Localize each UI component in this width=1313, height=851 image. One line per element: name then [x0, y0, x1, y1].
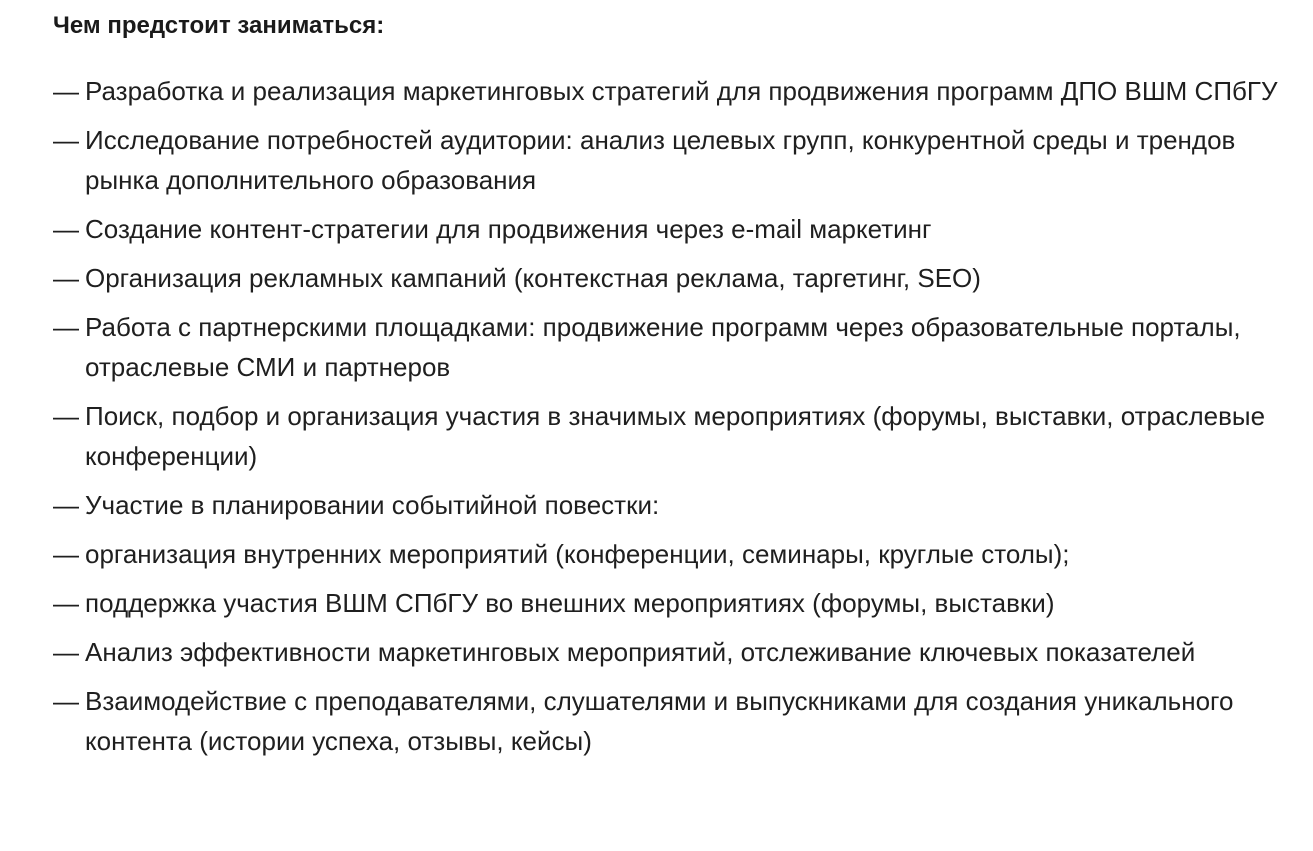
- duties-list: [53, 71, 1283, 761]
- list-item: [53, 209, 1283, 249]
- dash-bullet: —: [53, 76, 79, 106]
- list-item-text: Организация рекламных кампаний (контекстная реклама, таргетинг, SEO): [85, 263, 981, 293]
- list-item-text: поддержка участия ВШМ СПбГУ во внешних мероприятиях (форумы, выставки): [85, 588, 1055, 618]
- list-item: [53, 258, 1283, 298]
- dash-bullet: —: [53, 686, 79, 716]
- dash-bullet: —: [53, 312, 79, 342]
- dash-bullet: —: [53, 637, 79, 667]
- list-item-text: организация внутренних мероприятий (конференции, семинары, круглые столы);: [85, 539, 1070, 569]
- list-item-text: Анализ эффективности маркетинговых мероприятий, отслеживание ключевых показателей: [85, 637, 1196, 667]
- section-heading: Чем предстоит заниматься:: [53, 12, 385, 39]
- list-item-text: Работа с партнерскими площадками: продвижение программ через образовательные порталы, отраслевые СМИ и партнеров: [85, 312, 1241, 382]
- dash-bullet: —: [53, 214, 79, 244]
- list-item: [53, 632, 1283, 672]
- list-item-text: Взаимодействие с преподавателями, слушателями и выпускниками для создания уникального контента (истории успеха, отзывы, кейсы): [85, 686, 1234, 756]
- dash-bullet: —: [53, 125, 79, 155]
- job-duties-section: [53, 6, 1283, 770]
- list-item-text: Разработка и реализация маркетинговых стратегий для продвижения программ ДПО ВШМ СПбГУ: [85, 76, 1278, 106]
- list-item: [53, 71, 1283, 111]
- dash-bullet: —: [53, 490, 79, 520]
- list-item: [53, 485, 1283, 525]
- dash-bullet: —: [53, 539, 79, 569]
- list-item: [53, 583, 1283, 623]
- list-item-text: Создание контент-стратегии для продвижения через e-mail маркетинг: [85, 214, 932, 244]
- list-item: [53, 534, 1283, 574]
- list-item-text: Поиск, подбор и организация участия в значимых мероприятиях (форумы, выставки, отраслевые конференции): [85, 401, 1266, 471]
- list-item-text: Исследование потребностей аудитории: анализ целевых групп, конкурентной среды и трендов рынка дополнительного образования: [85, 125, 1236, 195]
- list-item: [53, 307, 1283, 387]
- dash-bullet: —: [53, 401, 79, 431]
- list-item: [53, 396, 1283, 476]
- list-item: [53, 120, 1283, 200]
- list-item: [53, 681, 1283, 761]
- list-item-text: Участие в планировании событийной повестки:: [85, 490, 660, 520]
- dash-bullet: —: [53, 263, 79, 293]
- dash-bullet: —: [53, 588, 79, 618]
